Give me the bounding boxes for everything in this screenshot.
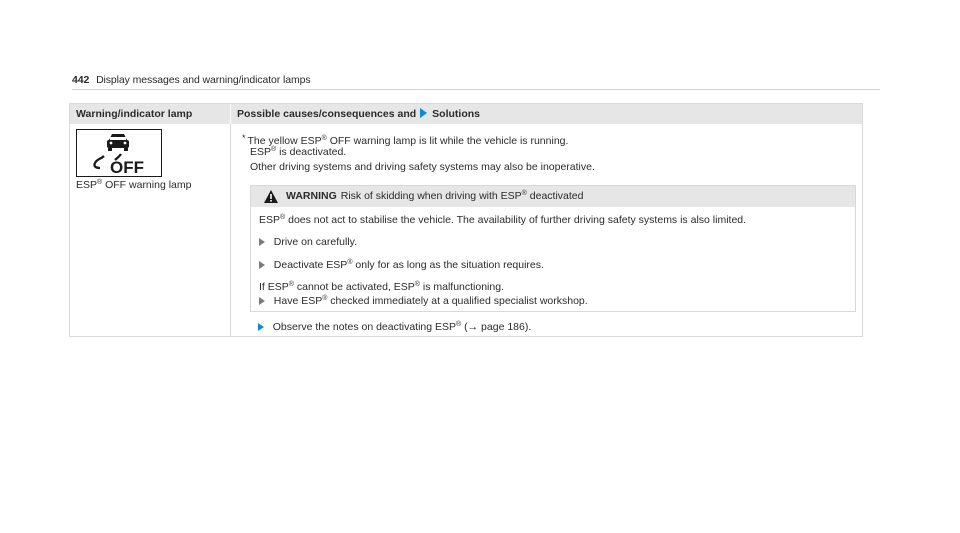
cause-line-3: Other driving systems and driving safety systems may also be inoperative.	[250, 161, 595, 173]
warning-step-2: Deactivate ESP® only for as long as the situation requires.	[259, 258, 544, 272]
bullet-triangle-icon	[259, 238, 265, 246]
svg-text:OFF: OFF	[110, 158, 144, 176]
lamp-table	[69, 103, 863, 337]
bullet-triangle-icon	[259, 297, 265, 305]
page-header-title: Display messages and warning/indicator lamps	[96, 74, 311, 86]
warning-box	[250, 185, 856, 312]
column-header-causes-text: Possible causes/consequences and	[237, 108, 417, 120]
warning-step-1: Drive on carefully.	[259, 235, 357, 249]
cause-line-2: ESP® is deactivated.	[250, 146, 347, 158]
warning-triangle-icon	[263, 189, 279, 204]
cause-line-1: * The yellow ESP® OFF warning lamp is lit while the vehicle is running.	[242, 133, 569, 147]
column-header-causes	[230, 104, 862, 124]
skid-control-off-icon	[77, 130, 161, 176]
header-divider	[72, 89, 880, 90]
warning-step-3: Have ESP® checked immediately at a qualified specialist workshop.	[259, 294, 588, 308]
warning-header	[251, 186, 855, 207]
warning-title: WARNING Risk of skidding when driving with ESP® deactivated	[286, 190, 584, 202]
page-number: 442	[72, 74, 90, 86]
lamp-name: ESP® OFF warning lamp	[76, 179, 192, 191]
esp-off-lamp-image	[76, 129, 162, 177]
arrow-right-icon	[258, 323, 264, 331]
column-divider	[230, 124, 231, 336]
bullet-triangle-icon	[259, 261, 265, 269]
final-step: Observe the notes on deactivating ESP® (→ page 186).	[258, 320, 531, 334]
arrow-right-icon	[420, 108, 427, 118]
page-header	[72, 74, 880, 86]
warning-condition: If ESP® cannot be activated, ESP® is malfunctioning.	[259, 281, 504, 293]
column-header-lamp: Warning/indicator lamp	[70, 104, 230, 124]
column-header-solutions-text: Solutions	[432, 108, 481, 120]
warning-body: ESP® does not act to stabilise the vehicle. The availability of further driving safety systems is also limited.	[259, 214, 747, 226]
page-reference-link[interactable]: (→ page 186).	[461, 321, 532, 333]
